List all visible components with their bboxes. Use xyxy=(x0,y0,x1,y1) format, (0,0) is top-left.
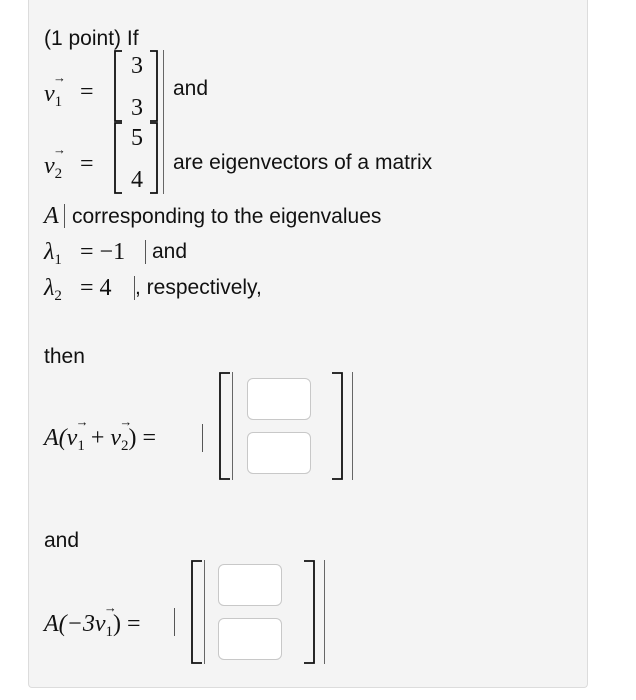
eigenvectors-text: are eigenvectors of a matrix xyxy=(173,151,433,174)
ans1-left-bar xyxy=(232,372,233,480)
answer1-bottom-input[interactable] xyxy=(247,432,311,474)
A-cursor-bar xyxy=(64,204,65,228)
v1-entry-bottom: 3 xyxy=(131,95,143,121)
matrix-A-symbol: A xyxy=(44,203,59,229)
expr1-cursor-bar xyxy=(202,424,203,452)
corresponding-text: corresponding to the eigenvalues xyxy=(72,205,382,228)
ans1-left-bracket xyxy=(216,372,232,480)
answer2-top-input[interactable] xyxy=(218,564,282,606)
v2-entry-top: 5 xyxy=(131,125,143,151)
lambda1-symbol: $\lambda_1$ xyxy=(44,239,62,268)
ans2-left-bar xyxy=(204,560,205,664)
v1-equals: = xyxy=(80,79,94,105)
v1-entry-top: 3 xyxy=(131,53,143,79)
ans2-left-bracket xyxy=(188,560,204,664)
expr2-label: $A(-3\to v_1)$ = xyxy=(44,612,141,640)
lambda2-symbol: $\lambda_2$ xyxy=(44,275,62,304)
lambda1-cursor-bar xyxy=(145,240,146,264)
v1-left-bracket xyxy=(112,50,124,122)
v2-left-bracket xyxy=(112,122,124,194)
ans2-right-bar xyxy=(324,560,325,664)
v2-entry-bottom: 4 xyxy=(131,167,143,193)
expr1-label: $A(\to v_1$ + → $v_2$) = xyxy=(44,426,156,454)
ans1-right-bracket xyxy=(330,372,346,480)
lambda2-value: = 4 xyxy=(80,275,112,301)
lambda1-value: = −1 xyxy=(80,239,126,265)
ans2-right-bracket xyxy=(302,560,318,664)
v1-symbol: → $v_1$ xyxy=(44,82,62,110)
v2-symbol: → $v_2$ xyxy=(44,154,62,182)
problem-header: (1 point) If xyxy=(44,27,139,50)
v2-bar xyxy=(163,122,164,194)
answer2-bottom-input[interactable] xyxy=(218,618,282,660)
and-text-3: and xyxy=(44,529,80,552)
expr2-cursor-bar xyxy=(174,608,175,636)
v2-equals: = xyxy=(80,151,94,177)
v2-right-bracket xyxy=(148,122,160,194)
v1-bar xyxy=(163,50,164,122)
and-text-1: and xyxy=(173,77,209,100)
and-text-2: and xyxy=(152,240,188,263)
ans1-right-bar xyxy=(352,372,353,480)
v1-right-bracket xyxy=(148,50,160,122)
respectively-text: , respectively, xyxy=(135,276,262,299)
then-text: then xyxy=(44,345,85,368)
answer1-top-input[interactable] xyxy=(247,378,311,420)
